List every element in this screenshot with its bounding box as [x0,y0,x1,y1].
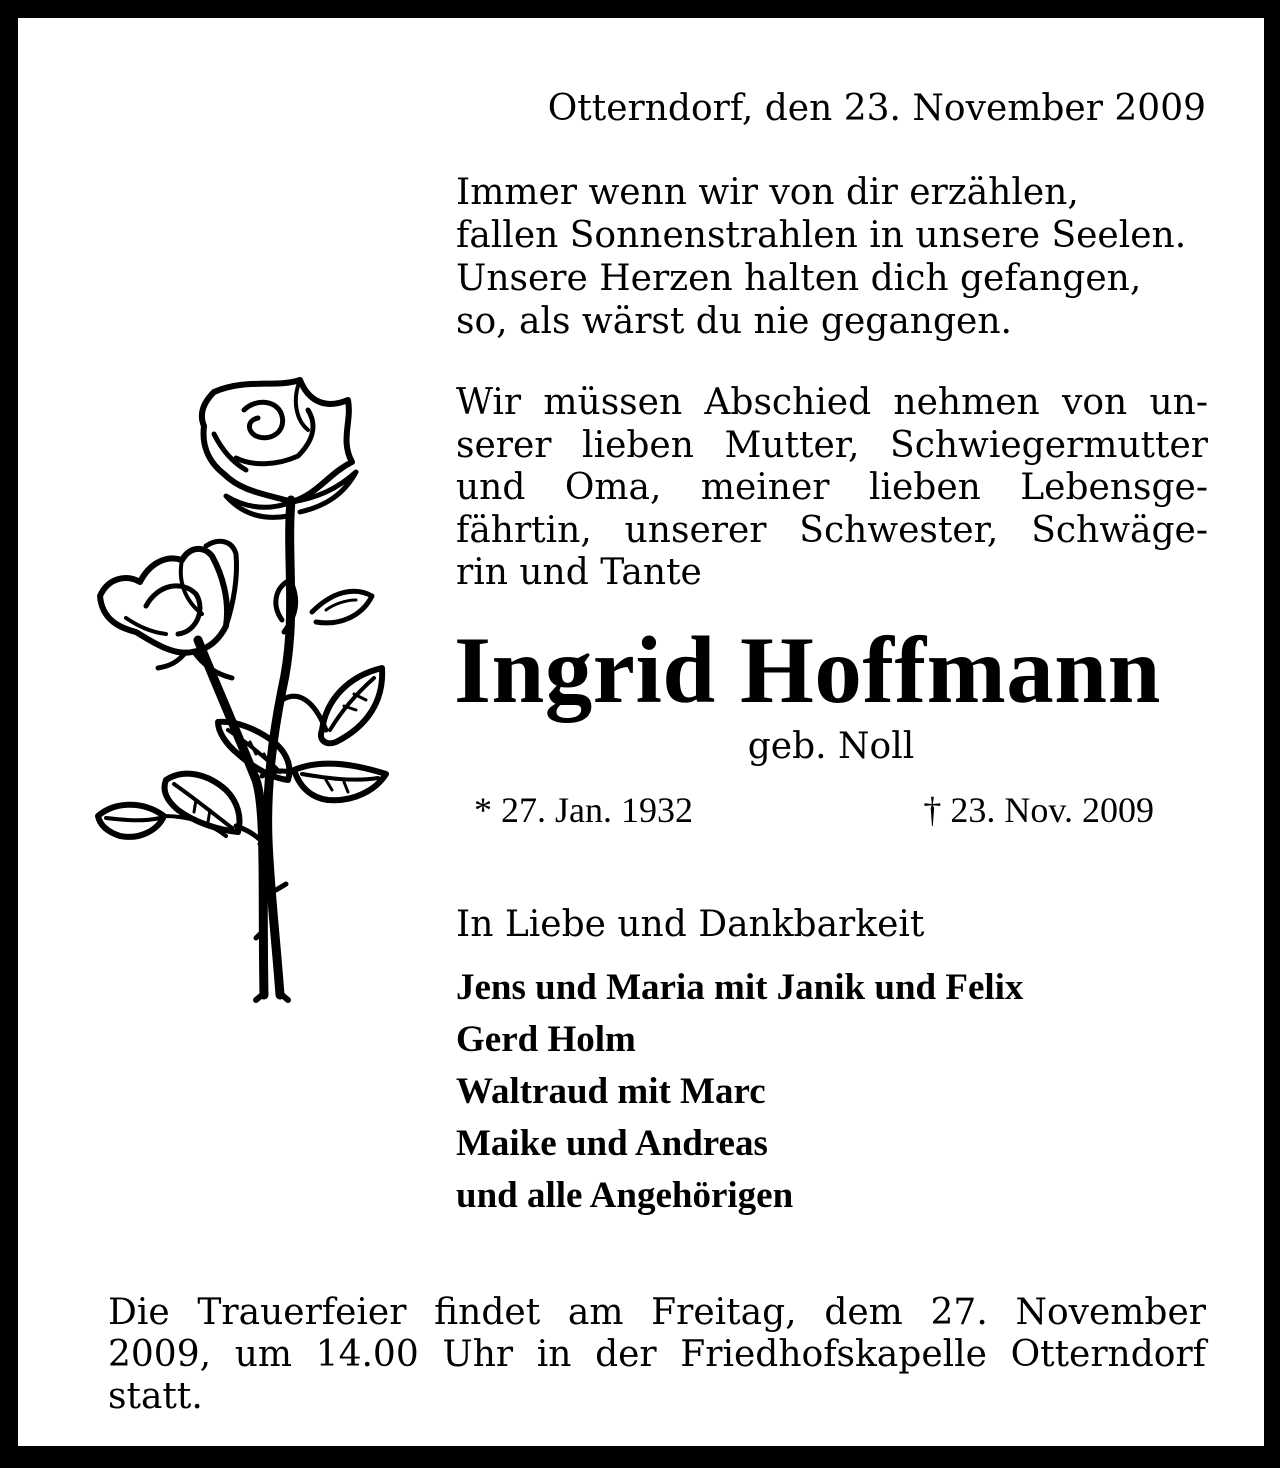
service-info [108,1292,1206,1418]
mourner-line: Waltraud mit Marc [456,1071,766,1112]
maiden-name: geb. Noll [747,726,915,767]
farewell-line: fährtin, unserer Schwester, Schwäge- [456,509,1208,551]
poem-line: so, als wärst du nie gegangen. [456,301,1012,342]
rose-icon [86,370,406,1010]
place-date: Otterndorf, den 23. November 2009 [547,88,1206,129]
poem-line: Unsere Herzen halten dich gefangen, [456,258,1142,299]
mourners-list [456,962,1023,1222]
poem-line: Immer wenn wir von dir erzählen, [456,172,1079,213]
thanks-line: In Liebe und Dankbarkeit [456,904,925,945]
farewell-line: serer lieben Mutter, Schwiegermutter [456,424,1208,466]
mourner-line: und alle Angehörigen [456,1175,794,1216]
poem-line: fallen Sonnenstrahlen in unsere Seelen. [456,215,1187,256]
farewell-text [456,382,1208,595]
service-line: 2009, um 14.00 Uhr in der Friedhofskapelle Otterndorf [108,1334,1206,1375]
deceased-name: Ingrid Hoffmann [454,617,1161,723]
mourner-line: Jens und Maria mit Janik und Felix [456,967,1024,1008]
farewell-line: und Oma, meiner lieben Lebensge- [456,467,1208,508]
mourner-line: Maike und Andreas [456,1123,768,1164]
birth-date: * 27. Jan. 1932 [474,790,693,830]
farewell-line: rin und Tante [456,552,702,593]
service-line: Die Trauerfeier findet am Freitag, dem 27. November [108,1292,1206,1333]
farewell-line: Wir müssen Abschied nehmen von un- [456,382,1208,423]
mourner-line: Gerd Holm [456,1019,636,1060]
poem [456,171,1216,343]
service-line: statt. [108,1376,203,1417]
death-date: † 23. Nov. 2009 [923,790,1154,830]
